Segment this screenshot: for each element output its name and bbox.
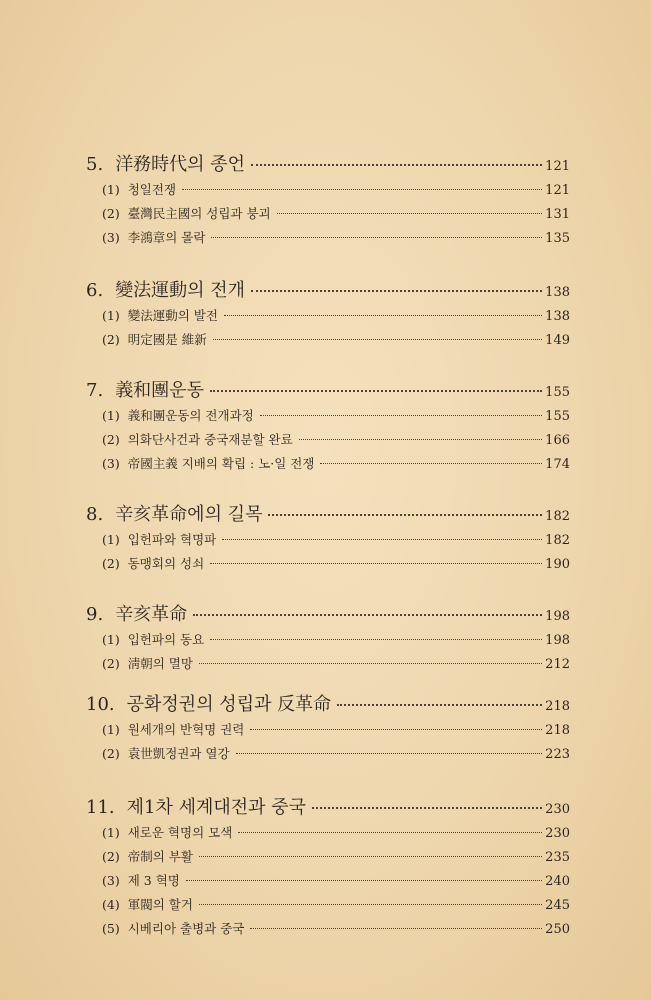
section-entry — [86, 430, 570, 454]
page-number: 245 — [545, 898, 570, 913]
page-number: 182 — [545, 509, 570, 524]
page-number: 121 — [545, 183, 570, 198]
dot-leader — [238, 832, 542, 833]
entry-number: (2) — [102, 746, 120, 761]
dot-leader — [299, 439, 543, 440]
entry-title: 變法運動의 전개 — [115, 280, 246, 301]
page-number: 174 — [545, 457, 570, 472]
entry-title: 帝國主義 지배의 확립 : 노·일 전쟁 — [127, 456, 315, 471]
entry-number: 6. — [86, 280, 104, 301]
chapter-heading — [86, 690, 570, 720]
dot-leader — [213, 339, 542, 340]
page-number: 235 — [545, 850, 570, 865]
page-number: 182 — [545, 533, 570, 548]
entry-number: (1) — [102, 182, 120, 197]
entry-number: (3) — [102, 456, 120, 471]
entry-number: 5. — [86, 154, 104, 175]
page-number: 198 — [545, 609, 570, 624]
section-entry — [86, 330, 570, 354]
dot-leader — [260, 415, 542, 416]
section-entry — [86, 847, 570, 871]
entry-title: 軍閥의 할거 — [127, 897, 193, 912]
dot-leader — [320, 463, 542, 464]
entry-number: 10. — [86, 694, 115, 715]
dot-leader — [211, 237, 542, 238]
page-number: 240 — [545, 874, 570, 889]
entry-title: 청일전쟁 — [127, 182, 177, 197]
page-number: 190 — [545, 557, 570, 572]
page-number: 230 — [545, 826, 570, 841]
page-number: 230 — [545, 802, 570, 817]
entry-title: 입헌파와 혁명파 — [127, 532, 217, 547]
dot-leader — [210, 390, 542, 392]
section-entry — [86, 654, 570, 678]
entry-title: 제1차 세계대전과 중국 — [126, 797, 307, 818]
entry-title: 義和團운동 — [115, 380, 204, 401]
entry-number: (4) — [102, 897, 120, 912]
entry-number: (2) — [102, 849, 120, 864]
section-entry — [86, 720, 570, 744]
page-number: 218 — [545, 699, 570, 714]
entry-number: (1) — [102, 632, 120, 647]
chapter-section — [86, 793, 570, 943]
page-number: 250 — [545, 922, 570, 937]
chapter-heading — [86, 500, 570, 530]
dot-leader — [236, 753, 543, 754]
section-entry — [86, 744, 570, 768]
entry-title: 辛亥革命에의 길목 — [115, 504, 263, 525]
dot-leader — [193, 614, 542, 616]
entry-title: 淸朝의 멸망 — [127, 656, 193, 671]
entry-number: (2) — [102, 332, 120, 347]
entry-number: (2) — [102, 432, 120, 447]
entry-number: (1) — [102, 532, 120, 547]
entry-title: 의화단사건과 중국재분할 완료 — [127, 432, 293, 447]
page-number: 135 — [545, 231, 570, 246]
section-entry — [86, 530, 570, 554]
section-entry — [86, 895, 570, 919]
entry-title: 辛亥革命 — [115, 604, 188, 625]
page-number: 218 — [545, 723, 570, 738]
entry-title: 동맹회의 성쇠 — [127, 556, 205, 571]
entry-number: (1) — [102, 722, 120, 737]
section-entry — [86, 919, 570, 943]
chapter-heading — [86, 376, 570, 406]
section-entry — [86, 871, 570, 895]
dot-leader — [312, 807, 542, 809]
entry-title: 變法運動의 발전 — [127, 308, 218, 323]
section-entry — [86, 228, 570, 252]
page-number: 131 — [545, 207, 570, 222]
entry-number: (2) — [102, 556, 120, 571]
dot-leader — [250, 729, 542, 730]
chapter-section — [86, 500, 570, 578]
dot-leader — [277, 213, 543, 214]
entry-number: (3) — [102, 873, 120, 888]
section-entry — [86, 630, 570, 654]
chapter-heading — [86, 276, 570, 306]
page-number: 121 — [545, 159, 570, 174]
page-number: 223 — [545, 747, 570, 762]
entry-title: 李鴻章의 몰락 — [127, 230, 206, 245]
dot-leader — [210, 563, 542, 564]
chapter-section — [86, 150, 570, 252]
dot-leader — [199, 904, 542, 905]
entry-title: 袁世凱정권과 열강 — [127, 746, 230, 761]
entry-number: 7. — [86, 380, 104, 401]
entry-number: 9. — [86, 604, 104, 625]
entry-title: 원세개의 반혁명 권력 — [127, 722, 245, 737]
entry-number: (1) — [102, 825, 120, 840]
entry-title: 제 3 혁명 — [127, 873, 180, 888]
entry-number: (1) — [102, 308, 120, 323]
entry-number: (3) — [102, 230, 120, 245]
entry-title: 입헌파의 동요 — [127, 632, 205, 647]
page-number: 155 — [545, 385, 570, 400]
chapter-heading — [86, 600, 570, 630]
dot-leader — [222, 539, 542, 540]
entry-title: 새로운 혁명의 모색 — [127, 825, 233, 840]
dot-leader — [199, 663, 542, 664]
entry-title: 義和團운동의 전개과정 — [127, 408, 254, 423]
entry-number: (2) — [102, 206, 120, 221]
dot-leader — [251, 290, 542, 292]
page-number: 212 — [545, 657, 570, 672]
chapter-heading — [86, 150, 570, 180]
chapter-section — [86, 376, 570, 478]
entry-title: 시베리아 출병과 중국 — [127, 921, 245, 936]
dot-leader — [250, 928, 542, 929]
page-number: 138 — [545, 285, 570, 300]
dot-leader — [182, 189, 542, 190]
section-entry — [86, 204, 570, 228]
page-number: 166 — [545, 433, 570, 448]
dot-leader — [337, 704, 542, 706]
page-number: 155 — [545, 409, 570, 424]
dot-leader — [186, 880, 542, 881]
section-entry — [86, 406, 570, 430]
chapter-heading — [86, 793, 570, 823]
entry-number: 8. — [86, 504, 104, 525]
page-number: 149 — [545, 333, 570, 348]
dot-leader — [251, 164, 542, 166]
entry-title: 臺灣民主國의 성립과 붕괴 — [127, 206, 271, 221]
entry-title: 洋務時代의 종언 — [115, 154, 246, 175]
entry-number: 11. — [86, 797, 115, 818]
chapter-section — [86, 276, 570, 354]
dot-leader — [268, 514, 542, 516]
section-entry — [86, 554, 570, 578]
section-entry — [86, 180, 570, 204]
chapter-section — [86, 600, 570, 678]
entry-number: (5) — [102, 921, 120, 936]
section-entry — [86, 306, 570, 330]
dot-leader — [199, 856, 542, 857]
chapter-section — [86, 690, 570, 768]
entry-number: (2) — [102, 656, 120, 671]
dot-leader — [210, 639, 542, 640]
section-entry — [86, 454, 570, 478]
section-entry — [86, 823, 570, 847]
entry-title: 明定國是 維新 — [127, 332, 207, 347]
entry-title: 帝制의 부활 — [127, 849, 193, 864]
entry-number: (1) — [102, 408, 120, 423]
dot-leader — [224, 315, 542, 316]
page-number: 198 — [545, 633, 570, 648]
page-number: 138 — [545, 309, 570, 324]
entry-title: 공화정권의 성립과 反革命 — [126, 694, 332, 715]
